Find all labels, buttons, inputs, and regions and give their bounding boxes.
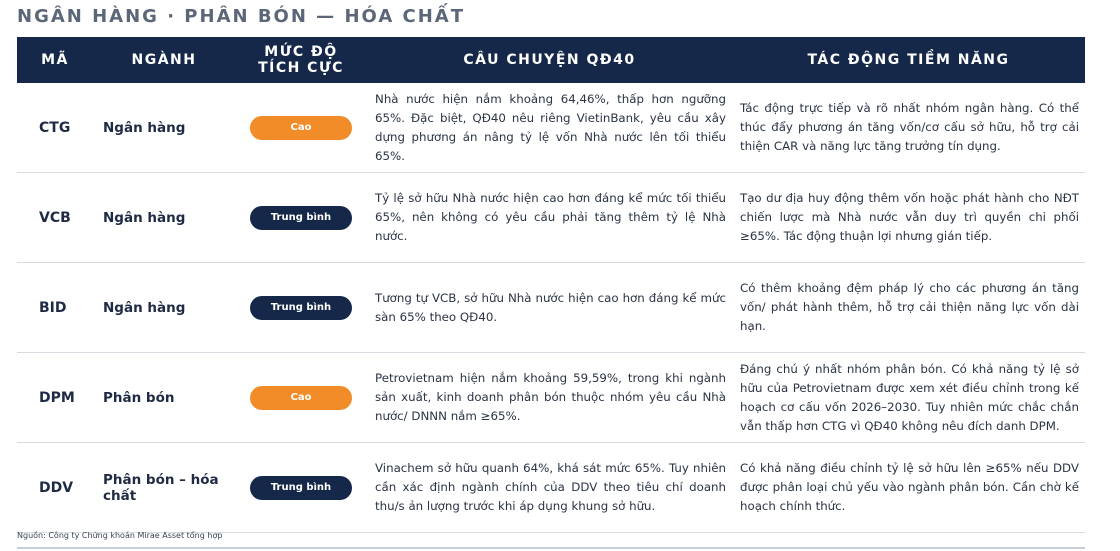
level-cell — [235, 206, 367, 230]
table-row — [17, 263, 1085, 353]
table-row — [17, 83, 1085, 173]
row-code: CTG — [39, 119, 71, 136]
comparison-table — [17, 37, 1085, 533]
row-impact: Tác động trực tiếp và rõ nhất nhóm ngân hàng. Có thể thúc đẩy phương án tăng vốn/cơ cấu sở hữu, hỗ trợ cải thiện CAR và năng lực tăng trưởng tín dụng. — [740, 101, 1079, 153]
bottom-divider — [17, 547, 1085, 549]
header-level — [235, 44, 367, 76]
row-story: Petrovietnam hiện nắm khoảng 59,59%, trong khi ngành sản xuất, kinh doanh phân bón thuộc nhóm yêu cầu Nhà nước/ DNNN nắm ≥65%. — [375, 371, 726, 423]
table-row — [17, 353, 1085, 443]
table-row — [17, 443, 1085, 533]
row-story: Nhà nước hiện nắm khoảng 64,46%, thấp hơn ngưỡng 65%. Đặc biệt, QĐ40 nêu riêng VietinBank, yêu cầu xây dựng phương án nâng tỷ lệ vốn Nhà nước lên tối thiểu 65%. — [375, 91, 726, 163]
row-impact: Đáng chú ý nhất nhóm phân bón. Có khả năng tỷ lệ sở hữu của Petrovietnam được xem xét điều chỉnh trong kế hoạch cơ cấu vốn 2026–2030. Tuy nhiên mức chắc chắn vẫn thấp hơn CTG vì QĐ40 không nêu đích danh DPM. — [740, 361, 1079, 433]
level-cell — [235, 296, 367, 320]
row-impact: Có khả năng điều chỉnh tỷ lệ sở hữu lên ≥65% nếu DDV được phân loại chủ yếu vào ngành phân bón. Cần chờ kế hoạch chính thức. — [740, 461, 1079, 513]
table-header — [17, 37, 1085, 83]
row-sector: Phân bón — [103, 389, 175, 406]
page-title: NGÂN HÀNG · PHÂN BÓN — HÓA CHẤT — [17, 6, 466, 27]
table-row — [17, 173, 1085, 263]
header-level-line2: TÍCH CỰC — [258, 60, 344, 76]
row-impact: Tạo dư địa huy động thêm vốn hoặc phát hành cho NĐT chiến lược mà Nhà nước vẫn duy trì quyền chi phối ≥65%. Tác động thuận lợi nhưng gián tiếp. — [740, 191, 1079, 243]
header-level-line1: MỨC ĐỘ — [264, 44, 338, 60]
row-code: BID — [39, 299, 67, 316]
level-badge: Cao — [250, 386, 352, 410]
row-sector: Phân bón – hóa chất — [103, 471, 219, 504]
row-story: Vinachem sở hữu quanh 64%, khá sát mức 65%. Tuy nhiên cần xác định ngành chính của DDV theo tiêu chí doanh thu/s ản lượng trước khi áp dụng khung sở hữu. — [375, 461, 726, 513]
header-sector: NGÀNH — [131, 52, 197, 68]
level-badge: Cao — [250, 116, 352, 140]
row-code: DDV — [39, 479, 74, 496]
row-code: VCB — [39, 209, 71, 226]
row-story: Tỷ lệ sở hữu Nhà nước hiện cao hơn đáng kể mức tối thiểu 65%, nên không có yêu cầu phải tăng thêm tỷ lệ Nhà nước. — [375, 191, 726, 243]
level-badge: Trung bình — [250, 476, 352, 500]
row-impact: Có thêm khoảng đệm pháp lý cho các phương án tăng vốn/ phát hành thêm, hỗ trợ cải thiện năng lực vốn dài hạn. — [740, 281, 1079, 333]
header-impact: TÁC ĐỘNG TIỀM NĂNG — [807, 52, 1010, 68]
row-sector: Ngân hàng — [103, 209, 186, 226]
header-story: CÂU CHUYỆN QĐ40 — [463, 52, 636, 68]
level-badge: Trung bình — [250, 206, 352, 230]
level-cell — [235, 116, 367, 140]
level-cell — [235, 386, 367, 410]
source-note: Nguồn: Công ty Chứng khoán Mirae Asset tổng hợp — [17, 531, 223, 540]
row-sector: Ngân hàng — [103, 119, 186, 136]
level-cell — [235, 476, 367, 500]
row-story: Tương tự VCB, sở hữu Nhà nước hiện cao hơn đáng kể mức sàn 65% theo QĐ40. — [375, 290, 726, 324]
header-code: MÃ — [41, 52, 69, 68]
level-badge: Trung bình — [250, 296, 352, 320]
row-sector: Ngân hàng — [103, 299, 186, 316]
row-code: DPM — [39, 389, 75, 406]
